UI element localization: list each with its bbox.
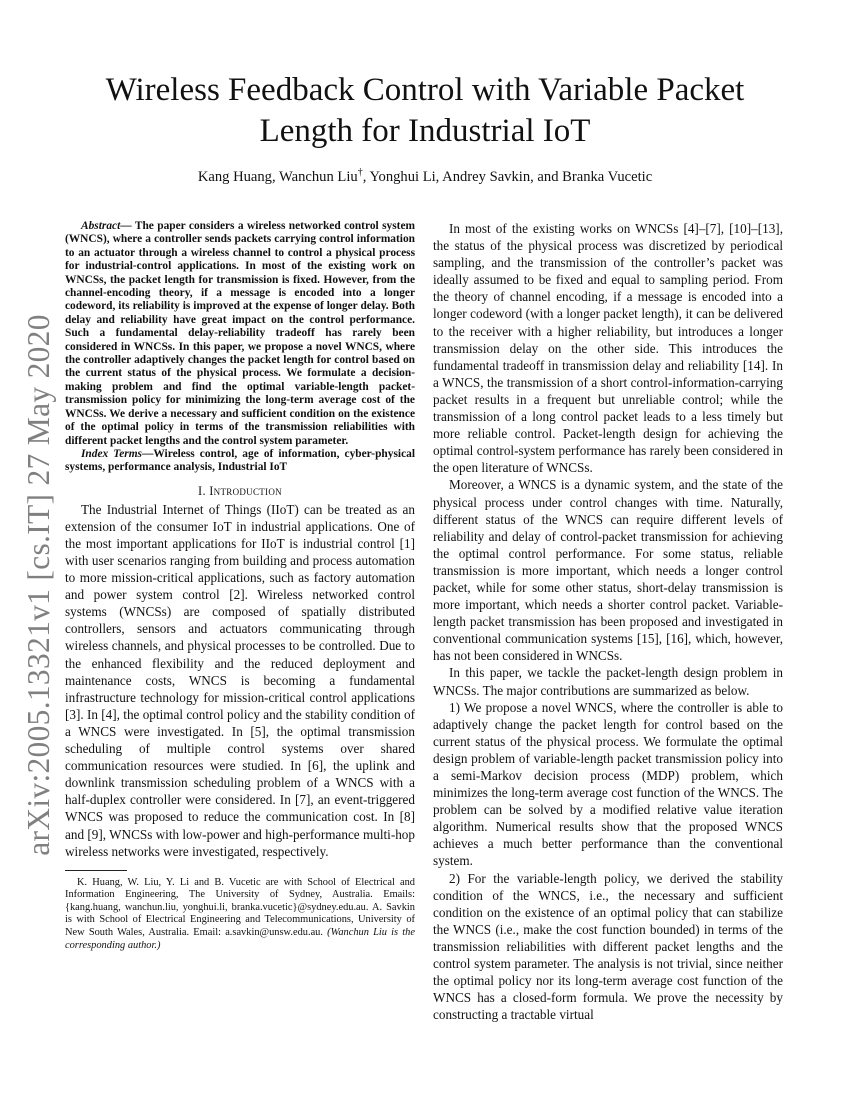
footnote-corresponding-note: (Wanchun Liu is the corresponding author.) bbox=[65, 927, 415, 951]
abstract bbox=[65, 220, 415, 448]
paper-title bbox=[60, 70, 790, 152]
contribution-item-1: 1) We propose a novel WNCS, where the controller is able to adaptively change the packet length for control based on the current status of the physical process. We formulate the optimal design problem of variable-length packet transmission policy into a semi-Markov decision process (MDP) problem, which minimizes the long-term average cost function of the WNCS. The problem can be solved by a modified relative value iteration algorithm. Numerical results show that the proposed WNCS achieves a much better performance than the conventional system. bbox=[433, 699, 783, 869]
right-column bbox=[433, 220, 783, 1023]
authors-part-1: Kang Huang, Wanchun Liu bbox=[197, 169, 358, 185]
arxiv-identifier: arXiv:2005.13321v1 [cs.IT] 27 May 2020 bbox=[21, 314, 56, 856]
footnote-rule bbox=[65, 870, 127, 871]
corresponding-author-mark: † bbox=[357, 167, 363, 179]
index-terms-text: —Wireless control, age of information, cyber-physical systems, performance analysis, Industrial IoT bbox=[65, 447, 415, 474]
body-paragraph: Moreover, a WNCS is a dynamic system, and the state of the physical process under control changes with time. Naturally, different status of the WNCS can require different levels of reliability and delay of control-packet transmission for achieving the optimal control performance. For some status, reliable transmission is more important, which needs a longer control packet, while for some other status, short-delay transmission is more important, which needs a shorter control packet. Variable-length packet transmission has been proposed and investigated in conventional communication systems [15], [16], which, however, has not been considered in WNCSs. bbox=[433, 477, 783, 664]
index-terms bbox=[65, 448, 415, 475]
affiliation-footnote bbox=[65, 877, 415, 953]
abstract-text: — The paper considers a wireless networked control system (WNCS), where a controller sends packets carrying control information to an actuator through a wireless channel to control a physical process for industrial-control applications. In most of the existing work on WNCSs, the packet length for transmission is fixed. However, from the channel-encoding theory, if a message is encoded into a longer codeword, its reliability is improved at the expense of longer delay. Both delay and reliability have great impact on the control performance. Such a fundamental delay-reliability tradeoff has rarely been considered in WNCSs. In this paper, we propose a novel WNCS, where the controller adaptively changes the packet length for control based on the current status of the physical process. We formulate a decision-making problem and find the optimal variable-length packet-transmission policy for minimizing the long-term average cost of the WNCSs. We derive a necessary and sufficient condition on the existence of the optimal policy in terms of the transmission reliabilities with different packet lengths and the control system parameter. bbox=[65, 220, 415, 447]
intro-paragraph: The Industrial Internet of Things (IIoT) can be treated as an extension of the consumer IoT in industrial applications. One of the most important applications for IIoT is industrial control [1] with user scenarios ranging from building and process automation to more mission-critical applications, such as factory automation and power system control [2]. Wireless networked control systems (WNCSs) are composed of spatially distributed controllers, sensors and actuators communicating through wireless channels, and physical processes to be controlled. Due to the enhanced flexibility and the reduced deployment and maintenance costs, WNCS is becoming a fundamental infrastructure technology for mission-critical control applications [3]. In [4], the optimal control policy and the stability condition of a WNCS were investigated. In [5], the optimal transmission scheduling of multiple control systems over shared communication resources were studied. In [6], the uplink and downlink transmission scheduling problem of a WNCS with a half-duplex controller were considered. In [7], an event-triggered WNCS was proposed to reduce the communication cost. In [8] and [9], WNCSs with low-power and high-performance multi-hop wireless networks were investigated, respectively. bbox=[65, 501, 415, 859]
body-paragraph: In this paper, we tackle the packet-length design problem in WNCSs. The major contributions are summarized as below. bbox=[433, 665, 783, 698]
authors-part-2: , Yonghui Li, Andrey Savkin, and Branka Vucetic bbox=[362, 169, 653, 185]
abstract-lead: Abstract bbox=[81, 220, 121, 232]
author-list bbox=[60, 167, 790, 187]
footnote-text: K. Huang, W. Liu, Y. Li and B. Vucetic are with School of Electrical and Information Engineering, The University of Sydney, Australia. Emails: {kang.huang, wanchun.liu, yonghui.li, branka.vucetic}@sydney.edu.au. A. Savkin is with School of Electrical Engineering and Telecommunications, University of New South Wales, Australia. Email: a.savkin@unsw.edu.au. bbox=[65, 876, 415, 939]
title-line-2: Length for Industrial IoT bbox=[259, 113, 591, 149]
body-paragraph: In most of the existing works on WNCSs [4]–[7], [10]–[13], the status of the physical process was discretized by periodical sampling, and the transmission of the controller’s packet was ideally assumed to be fixed and equal to sampling period. From the theory of channel encoding, if a message is encoded into a longer codeword (with a longer packet length), it can be delivered to the receiver with a higher reliability, but introduces a longer transmission delay on the other side. This introduces the fundamental tradeoff in transmission delay and reliability [14]. In a WNCS, the transmission of a short control-information-carrying packet results in a frequent but unreliable control; while the transmission of a long control packet leads to a less timely but more reliable control. Packet-length design for achieving the optimal control-system performance has rarely been considered in the open literature of WNCSs. bbox=[433, 221, 783, 476]
contribution-item-2: 2) For the variable-length policy, we derived the stability condition of the WNCS, i.e., the necessary and sufficient condition on the existence of an optimal policy that can stabilize the WNCS (i.e., make the cost function bounded) in terms of the transmission reliabilities with different packet lengths and the control system parameter. The analysis is not trivial, since neither the optimal policy nor its long-term average cost function of the WNCS has a closed-form formula. We prove the necessity by constructing a tractable virtual bbox=[433, 870, 783, 1023]
title-line-1: Wireless Feedback Control with Variable Packet bbox=[105, 72, 745, 108]
left-column bbox=[65, 220, 415, 952]
index-terms-lead: Index Terms bbox=[81, 447, 142, 460]
section-heading-introduction: I. Introduction bbox=[198, 483, 282, 498]
